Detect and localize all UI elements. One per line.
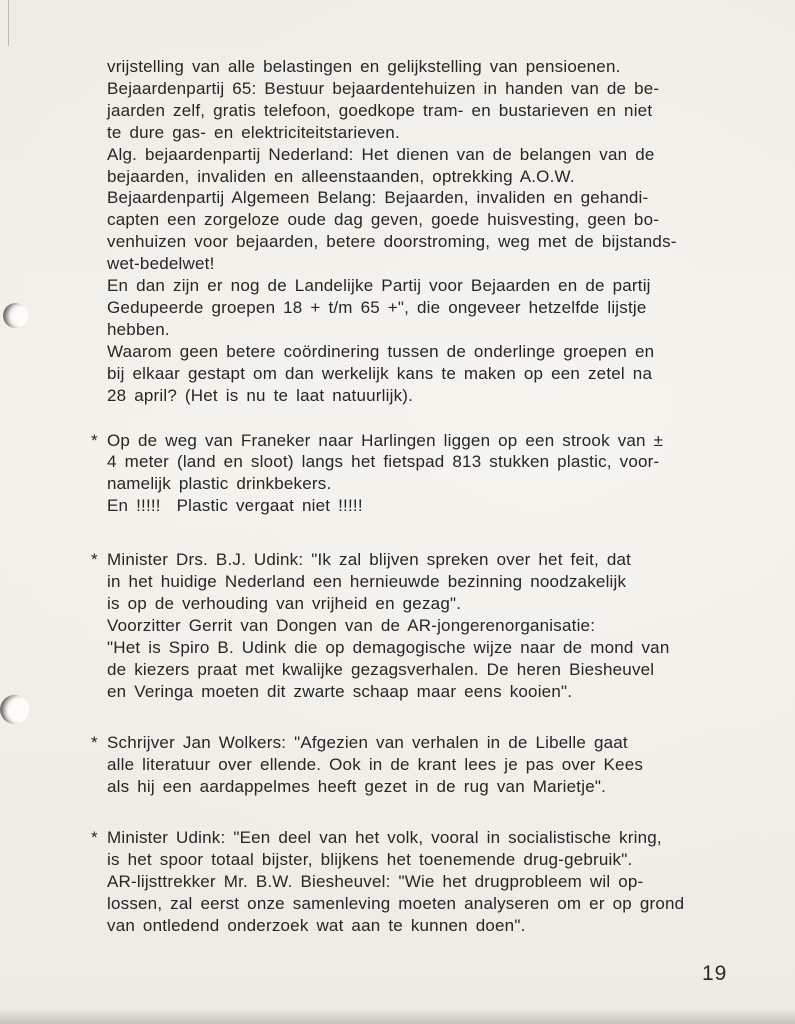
text-line: En dan zijn er nog de Landelijke Partij voor Bejaarden en de partij — [107, 276, 651, 296]
bullet-text — [107, 430, 775, 518]
text-line: Minister Udink: "Een deel van het volk, vooral in socialistische kring, — [107, 828, 662, 848]
page-edge-crease — [8, 0, 9, 46]
text-line: "Het is Spiro B. Udink die op demagogische wijze naar de mond van — [107, 637, 670, 657]
asterisk-marker: * — [91, 550, 98, 570]
bullet-item-plastic-litter — [91, 430, 775, 518]
bullet-text — [107, 732, 775, 798]
text-line: Alg. bejaardenpartij Nederland: Het dienen van de belangen van de — [107, 144, 655, 164]
text-line: capten een zorgeloze oude dag geven, goede huisvesting, geen bo- — [107, 210, 660, 230]
text-line: En !!!!! Plastic vergaat niet !!!!! — [107, 496, 363, 516]
text-line: 4 meter (land en sloot) langs het fietspad 813 stukken plastic, voor- — [107, 452, 660, 472]
text-line: namelijk plastic drinkbekers. — [107, 474, 332, 494]
text-line: Bejaardenpartij Algemeen Belang: Bejaarden, invaliden en gehandi- — [107, 188, 649, 208]
page-number: 19 — [702, 962, 728, 985]
bullet-item-wolkers-quote — [91, 732, 775, 798]
bullet-item-drug-quote — [91, 827, 775, 937]
text-line: AR-lijsttrekker Mr. B.W. Biesheuvel: "Wie het drugprobleem wil op- — [107, 872, 644, 891]
typewritten-text-block — [91, 56, 775, 937]
text-line: wet-bedelwet! — [107, 254, 215, 274]
text-line: de kiezers praat met kwalijke gezagsverhalen. De heren Biesheuvel — [107, 659, 655, 679]
punch-hole-top — [3, 303, 28, 328]
asterisk-marker: * — [91, 430, 98, 450]
text-line: hebben. — [107, 319, 170, 339]
asterisk-marker: * — [91, 733, 98, 753]
text-line: bij elkaar gestapt om dan werkelijk kans te maken op een zetel na — [107, 363, 653, 383]
text-line: Minister Drs. B.J. Udink: "Ik zal blijven spreken over het feit, dat — [107, 550, 632, 570]
text-line: is het spoor totaal bijster, blijkens het toenemende drug-gebruik". — [107, 850, 633, 870]
text-line: te dure gas- en elektriciteitstarieven. — [107, 122, 400, 142]
text-line: Waarom geen betere coördinering tussen de onderlinge groepen en — [107, 341, 655, 361]
text-line: en Veringa moeten dit zwarte schaap maar eens kooien". — [107, 681, 573, 701]
paragraph-pensioner-parties — [107, 56, 775, 407]
punch-hole-bottom — [0, 695, 29, 724]
bullet-text — [107, 827, 775, 937]
text-line: Op de weg van Franeker naar Harlingen liggen op een strook van ± — [107, 430, 664, 450]
text-line: alle literatuur over ellende. Ook in de krant lees je pas over Kees — [107, 755, 644, 775]
text-line: Voorzitter Gerrit van Dongen van de AR-jongerenorganisatie: — [107, 615, 596, 635]
text-line: Bejaardenpartij 65: Bestuur bejaardentehuizen in handen van de be- — [107, 78, 660, 98]
text-line: bejaarden, invaliden en alleenstaanden, optrekking A.O.W. — [107, 166, 575, 186]
text-line: 28 april? (Het is nu te laat natuurlijk). — [107, 385, 414, 405]
bullet-text — [107, 549, 775, 702]
asterisk-marker: * — [91, 828, 98, 848]
text-line: Schrijver Jan Wolkers: "Afgezien van verhalen in de Libelle gaat — [107, 733, 628, 753]
bullet-item-udink-quote — [91, 549, 775, 702]
scan-bottom-shadow — [0, 1008, 795, 1024]
text-line: Gedupeerde groepen 18 + t/m 65 +", die ongeveer hetzelfde lijstje — [107, 297, 647, 317]
text-line: venhuizen voor bejaarden, betere doorstroming, weg met de bijstands- — [107, 232, 677, 252]
text-line: in het huidige Nederland een hernieuwde bezinning noodzakelijk — [107, 572, 627, 592]
text-line: jaarden zelf, gratis telefoon, goedkope tram- en bustarieven en niet — [107, 100, 653, 120]
text-line: van ontledend onderzoek wat aan te kunnen doen". — [107, 915, 526, 935]
text-line: vrijstelling van alle belastingen en gelijkstelling van pensioenen. — [107, 57, 621, 76]
text-line: is op de verhouding van vrijheid en gezag". — [107, 593, 462, 613]
text-line: lossen, zal eerst onze samenleving moeten analyseren om er op grond — [107, 893, 685, 913]
text-line: als hij een aardappelmes heeft gezet in de rug van Marietje". — [107, 777, 607, 797]
